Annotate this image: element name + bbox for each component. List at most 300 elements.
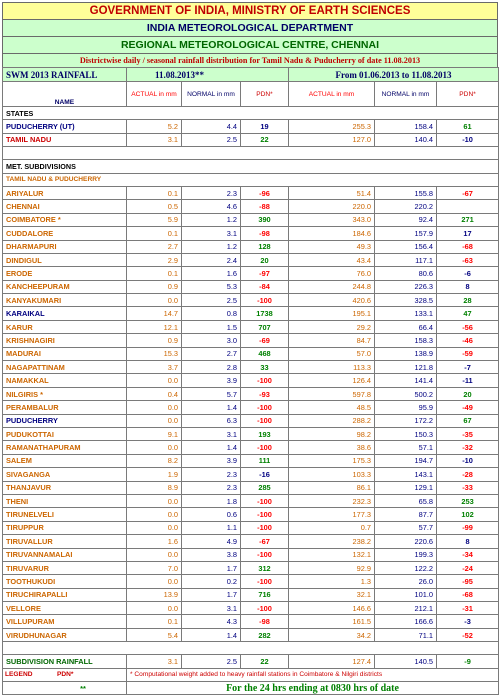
table-row xyxy=(3,186,499,199)
cell-normal-seasonal: 65.8 xyxy=(375,494,437,507)
cell-actual-seasonal: 175.3 xyxy=(289,454,375,467)
cell-pdn-seasonal: -49 xyxy=(437,401,499,414)
cell-name: VIRUDHUNAGAR xyxy=(3,628,127,641)
cell-actual-seasonal: 0.7 xyxy=(289,521,375,534)
table-row xyxy=(3,508,499,521)
cell-normal: 2.3 xyxy=(182,481,241,494)
cell-actual: 9.1 xyxy=(127,427,182,440)
cell-normal: 1.4 xyxy=(182,401,241,414)
cell-pdn: 22 xyxy=(241,133,289,146)
cell-name: TOOTHUKUDI xyxy=(3,575,127,588)
table-row xyxy=(3,401,499,414)
cell-normal: 4.6 xyxy=(182,200,241,213)
cell-actual: 8.9 xyxy=(127,481,182,494)
subdivision-total-pdn: 22 xyxy=(241,655,289,668)
cell-normal: 3.8 xyxy=(182,548,241,561)
table-row xyxy=(3,133,499,146)
cell-pdn-seasonal: -7 xyxy=(437,361,499,374)
column-header-row xyxy=(3,82,499,107)
cell-normal-seasonal: 158.4 xyxy=(375,120,437,133)
cell-name: ERODE xyxy=(3,267,127,280)
cell-name: TIRUPPUR xyxy=(3,521,127,534)
cell-actual-seasonal: 113.3 xyxy=(289,361,375,374)
cell-actual: 7.0 xyxy=(127,561,182,574)
cell-name: SIVAGANGA xyxy=(3,468,127,481)
cell-name: VELLORE xyxy=(3,602,127,615)
cell-normal-seasonal: 121.8 xyxy=(375,361,437,374)
table-row xyxy=(3,414,499,427)
cell-normal-seasonal: 26.0 xyxy=(375,575,437,588)
cell-name: PUDUKOTTAI xyxy=(3,427,127,440)
cell-pdn: 1738 xyxy=(241,307,289,320)
table-row xyxy=(3,561,499,574)
ministry-title: GOVERNMENT OF INDIA, MINISTRY OF EARTH SCIENCES xyxy=(2,2,498,19)
cell-name: MADURAI xyxy=(3,347,127,360)
cell-normal: 2.5 xyxy=(182,133,241,146)
cell-pdn: 19 xyxy=(241,120,289,133)
cell-normal-seasonal: 80.6 xyxy=(375,267,437,280)
cell-actual: 5.9 xyxy=(127,213,182,226)
cell-actual: 1.6 xyxy=(127,535,182,548)
cell-normal: 2.4 xyxy=(182,253,241,266)
cell-pdn: -98 xyxy=(241,227,289,240)
cell-name: CUDDALORE xyxy=(3,227,127,240)
cell-normal-seasonal: 150.3 xyxy=(375,427,437,440)
table-row xyxy=(3,548,499,561)
cell-pdn-seasonal: -68 xyxy=(437,240,499,253)
col-actual-daily: ACTUAL in mm xyxy=(127,82,182,107)
subdivision-total-row xyxy=(3,655,499,668)
cell-pdn: 312 xyxy=(241,561,289,574)
table-row xyxy=(3,240,499,253)
footer-note: For the 24 hrs ending at 0830 hrs of date xyxy=(127,682,499,695)
cell-normal: 0.2 xyxy=(182,575,241,588)
cell-normal: 5.7 xyxy=(182,387,241,400)
cell-actual-seasonal: 32.1 xyxy=(289,588,375,601)
cell-actual-seasonal: 43.4 xyxy=(289,253,375,266)
cell-normal: 3.1 xyxy=(182,227,241,240)
cell-normal: 1.6 xyxy=(182,267,241,280)
legend-row xyxy=(3,668,499,681)
cell-pdn: 193 xyxy=(241,427,289,440)
cell-pdn: 707 xyxy=(241,320,289,333)
cell-pdn-seasonal: -32 xyxy=(437,441,499,454)
cell-pdn: 716 xyxy=(241,588,289,601)
cell-actual: 3.7 xyxy=(127,361,182,374)
cell-pdn-seasonal: -67 xyxy=(437,186,499,199)
cell-normal-seasonal: 57.7 xyxy=(375,521,437,534)
cell-name: COIMBATORE * xyxy=(3,213,127,226)
cell-normal-seasonal: 122.2 xyxy=(375,561,437,574)
col-normal-daily: NORMAL in mm xyxy=(182,82,241,107)
cell-normal-seasonal: 117.1 xyxy=(375,253,437,266)
cell-normal-seasonal: 141.4 xyxy=(375,374,437,387)
cell-pdn-seasonal: 253 xyxy=(437,494,499,507)
cell-normal-seasonal: 140.4 xyxy=(375,133,437,146)
cell-actual-seasonal: 126.4 xyxy=(289,374,375,387)
cell-normal-seasonal: 66.4 xyxy=(375,320,437,333)
cell-normal: 0.6 xyxy=(182,508,241,521)
cell-actual: 0.5 xyxy=(127,200,182,213)
cell-actual: 0.0 xyxy=(127,521,182,534)
cell-normal-seasonal: 156.4 xyxy=(375,240,437,253)
cell-normal: 2.3 xyxy=(182,468,241,481)
cell-actual: 0.1 xyxy=(127,227,182,240)
cell-name: KARUR xyxy=(3,320,127,333)
cell-pdn-seasonal: -24 xyxy=(437,561,499,574)
cell-actual-seasonal: 220.0 xyxy=(289,200,375,213)
cell-name: THANJAVUR xyxy=(3,481,127,494)
cell-pdn: 390 xyxy=(241,213,289,226)
cell-actual-seasonal: 1.3 xyxy=(289,575,375,588)
period-row xyxy=(3,68,499,82)
cell-normal-seasonal: 71.1 xyxy=(375,628,437,641)
cell-normal: 3.9 xyxy=(182,374,241,387)
cell-actual-seasonal: 184.6 xyxy=(289,227,375,240)
table-row xyxy=(3,454,499,467)
table-row xyxy=(3,481,499,494)
cell-pdn-seasonal xyxy=(437,200,499,213)
cell-actual: 1.9 xyxy=(127,468,182,481)
cell-normal-seasonal: 101.0 xyxy=(375,588,437,601)
cell-actual: 0.0 xyxy=(127,602,182,615)
cell-pdn: -96 xyxy=(241,186,289,199)
table-row xyxy=(3,213,499,226)
cell-normal-seasonal: 87.7 xyxy=(375,508,437,521)
cell-name: VILLUPURAM xyxy=(3,615,127,628)
department-title: INDIA METEOROLOGICAL DEPARTMENT xyxy=(2,19,498,36)
cell-actual-seasonal: 48.5 xyxy=(289,401,375,414)
cell-pdn-seasonal: -33 xyxy=(437,481,499,494)
cell-normal-seasonal: 143.1 xyxy=(375,468,437,481)
cell-actual-seasonal: 161.5 xyxy=(289,615,375,628)
cell-normal-seasonal: 226.3 xyxy=(375,280,437,293)
cell-actual: 3.1 xyxy=(127,133,182,146)
cell-pdn-seasonal: 102 xyxy=(437,508,499,521)
cell-actual-seasonal: 597.8 xyxy=(289,387,375,400)
cell-pdn: -100 xyxy=(241,494,289,507)
cell-normal-seasonal: 194.7 xyxy=(375,454,437,467)
cell-actual-seasonal: 127.0 xyxy=(289,133,375,146)
cell-name: TIRUCHIRAPALLI xyxy=(3,588,127,601)
cell-name: TAMIL NADU xyxy=(3,133,127,146)
table-row xyxy=(3,602,499,615)
cell-pdn: -100 xyxy=(241,575,289,588)
cell-actual: 2.9 xyxy=(127,253,182,266)
cell-name: PUDUCHERRY (UT) xyxy=(3,120,127,133)
cell-actual: 0.0 xyxy=(127,401,182,414)
col-pdn-seasonal: PDN* xyxy=(437,82,499,107)
table-row xyxy=(3,347,499,360)
cell-actual-seasonal: 132.1 xyxy=(289,548,375,561)
legend-label xyxy=(3,668,127,681)
cell-actual-seasonal: 57.0 xyxy=(289,347,375,360)
cell-normal-seasonal: 220.6 xyxy=(375,535,437,548)
cell-name: TIRUVANNAMALAI xyxy=(3,548,127,561)
cell-name: NAGAPATTINAM xyxy=(3,361,127,374)
cell-actual-seasonal: 29.2 xyxy=(289,320,375,333)
cell-name: TIRUNELVELI xyxy=(3,508,127,521)
footer-stars: ** xyxy=(3,682,127,695)
seasonal-range-label: From 01.06.2013 to 11.08.2013 xyxy=(289,68,499,82)
col-normal-seasonal: NORMAL in mm xyxy=(375,82,437,107)
table-row xyxy=(3,494,499,507)
cell-normal-seasonal: 328.5 xyxy=(375,294,437,307)
subdivision-total-name: SUBDIVISION RAINFALL xyxy=(3,655,127,668)
cell-normal-seasonal: 133.1 xyxy=(375,307,437,320)
cell-pdn-seasonal: -11 xyxy=(437,374,499,387)
table-row xyxy=(3,361,499,374)
cell-normal: 1.7 xyxy=(182,561,241,574)
table-row xyxy=(3,253,499,266)
cell-pdn: -16 xyxy=(241,468,289,481)
cell-normal: 2.3 xyxy=(182,186,241,199)
rainfall-table xyxy=(2,67,499,695)
cell-actual: 15.3 xyxy=(127,347,182,360)
daily-date-label: 11.08.2013** xyxy=(127,68,289,82)
cell-pdn-seasonal: -52 xyxy=(437,628,499,641)
cell-actual: 5.4 xyxy=(127,628,182,641)
table-row xyxy=(3,374,499,387)
states-section-row xyxy=(3,107,499,120)
cell-actual: 0.0 xyxy=(127,294,182,307)
cell-pdn-seasonal: -6 xyxy=(437,267,499,280)
table-row xyxy=(3,200,499,213)
cell-pdn: 128 xyxy=(241,240,289,253)
table-row xyxy=(3,468,499,481)
cell-pdn: 282 xyxy=(241,628,289,641)
cell-pdn: -88 xyxy=(241,200,289,213)
table-row xyxy=(3,227,499,240)
cell-pdn-seasonal: -59 xyxy=(437,347,499,360)
cell-actual-seasonal: 244.8 xyxy=(289,280,375,293)
met-subdivision-section-row xyxy=(3,160,499,173)
cell-normal-seasonal: 95.9 xyxy=(375,401,437,414)
subdivision-total-normal2: 140.5 xyxy=(375,655,437,668)
cell-actual-seasonal: 86.1 xyxy=(289,481,375,494)
cell-actual-seasonal: 232.3 xyxy=(289,494,375,507)
cell-normal-seasonal: 220.2 xyxy=(375,200,437,213)
cell-actual: 0.0 xyxy=(127,441,182,454)
cell-actual: 8.2 xyxy=(127,454,182,467)
cell-normal: 2.5 xyxy=(182,294,241,307)
states-section-label: STATES xyxy=(3,107,499,120)
table-row xyxy=(3,120,499,133)
cell-pdn: -100 xyxy=(241,441,289,454)
cell-name: KANCHEEPURAM xyxy=(3,280,127,293)
cell-pdn: 468 xyxy=(241,347,289,360)
cell-actual-seasonal: 103.3 xyxy=(289,468,375,481)
cell-actual: 12.1 xyxy=(127,320,182,333)
cell-pdn-seasonal: 271 xyxy=(437,213,499,226)
subdivision-total-actual2: 127.4 xyxy=(289,655,375,668)
cell-pdn: -84 xyxy=(241,280,289,293)
centre-title: REGIONAL METEOROLOGICAL CENTRE, CHENNAI xyxy=(2,36,498,53)
cell-actual: 0.0 xyxy=(127,414,182,427)
cell-actual: 5.2 xyxy=(127,120,182,133)
spacer-row xyxy=(3,642,499,655)
report-description: Districtwise daily / seasonal rainfall distribution for Tamil Nadu & Puducherry of date 11.08.2013 xyxy=(2,53,498,67)
table-row xyxy=(3,334,499,347)
cell-actual: 0.0 xyxy=(127,575,182,588)
cell-normal-seasonal: 500.2 xyxy=(375,387,437,400)
cell-actual-seasonal: 49.3 xyxy=(289,240,375,253)
table-row xyxy=(3,521,499,534)
cell-pdn-seasonal: -34 xyxy=(437,548,499,561)
cell-pdn: -100 xyxy=(241,401,289,414)
cell-actual: 0.0 xyxy=(127,494,182,507)
cell-pdn-seasonal: -56 xyxy=(437,320,499,333)
cell-actual: 0.0 xyxy=(127,374,182,387)
cell-actual: 13.9 xyxy=(127,588,182,601)
cell-normal: 6.3 xyxy=(182,414,241,427)
cell-pdn: -100 xyxy=(241,374,289,387)
cell-actual: 0.1 xyxy=(127,186,182,199)
cell-actual: 0.1 xyxy=(127,267,182,280)
cell-actual-seasonal: 98.2 xyxy=(289,427,375,440)
cell-pdn-seasonal: 67 xyxy=(437,414,499,427)
cell-pdn: 285 xyxy=(241,481,289,494)
cell-normal: 0.8 xyxy=(182,307,241,320)
cell-name: RAMANATHAPURAM xyxy=(3,441,127,454)
cell-actual-seasonal: 92.9 xyxy=(289,561,375,574)
cell-normal-seasonal: 166.6 xyxy=(375,615,437,628)
table-row xyxy=(3,615,499,628)
season-label: SWM 2013 RAINFALL xyxy=(3,68,127,82)
legend-note: * Computational weight added to heavy rainfall stations in Coimbatore & Nilgiri districts xyxy=(127,668,499,681)
footer-row xyxy=(3,682,499,695)
cell-pdn-seasonal: 20 xyxy=(437,387,499,400)
cell-pdn-seasonal: -99 xyxy=(437,521,499,534)
cell-actual: 14.7 xyxy=(127,307,182,320)
cell-name: DHARMAPURI xyxy=(3,240,127,253)
cell-name: CHENNAI xyxy=(3,200,127,213)
cell-name: PERAMBALUR xyxy=(3,401,127,414)
cell-normal: 1.8 xyxy=(182,494,241,507)
cell-actual-seasonal: 76.0 xyxy=(289,267,375,280)
cell-normal-seasonal: 155.8 xyxy=(375,186,437,199)
cell-normal-seasonal: 212.1 xyxy=(375,602,437,615)
cell-pdn-seasonal: -95 xyxy=(437,575,499,588)
cell-normal: 1.7 xyxy=(182,588,241,601)
cell-normal: 1.2 xyxy=(182,213,241,226)
cell-pdn: -100 xyxy=(241,414,289,427)
cell-actual: 0.9 xyxy=(127,334,182,347)
subdivision-name-row xyxy=(3,173,499,186)
cell-name: TIRUVARUR xyxy=(3,561,127,574)
cell-normal-seasonal: 157.9 xyxy=(375,227,437,240)
table-row xyxy=(3,441,499,454)
legend-pdn: PDN* xyxy=(57,671,74,679)
met-subdivision-label: MET. SUBDIVISIONS xyxy=(3,160,499,173)
cell-normal: 3.1 xyxy=(182,602,241,615)
cell-normal: 2.8 xyxy=(182,361,241,374)
cell-actual: 2.7 xyxy=(127,240,182,253)
cell-actual-seasonal: 51.4 xyxy=(289,186,375,199)
table-row xyxy=(3,575,499,588)
cell-normal-seasonal: 158.3 xyxy=(375,334,437,347)
table-row xyxy=(3,320,499,333)
cell-normal: 4.9 xyxy=(182,535,241,548)
cell-pdn: -98 xyxy=(241,615,289,628)
cell-actual: 0.0 xyxy=(127,508,182,521)
cell-pdn-seasonal: 47 xyxy=(437,307,499,320)
cell-pdn: 111 xyxy=(241,454,289,467)
cell-pdn-seasonal: -28 xyxy=(437,468,499,481)
rainfall-report-sheet xyxy=(2,2,498,694)
table-row xyxy=(3,628,499,641)
cell-normal: 5.3 xyxy=(182,280,241,293)
cell-pdn-seasonal: 28 xyxy=(437,294,499,307)
cell-normal-seasonal: 172.2 xyxy=(375,414,437,427)
subdivision-total-normal: 2.5 xyxy=(182,655,241,668)
cell-normal-seasonal: 129.1 xyxy=(375,481,437,494)
table-row xyxy=(3,307,499,320)
cell-normal: 1.4 xyxy=(182,628,241,641)
cell-pdn: -67 xyxy=(241,535,289,548)
cell-actual-seasonal: 343.0 xyxy=(289,213,375,226)
col-name: NAME xyxy=(3,82,127,107)
cell-pdn-seasonal: -68 xyxy=(437,588,499,601)
cell-actual: 0.0 xyxy=(127,548,182,561)
cell-name: THENI xyxy=(3,494,127,507)
cell-normal: 2.7 xyxy=(182,347,241,360)
cell-pdn-seasonal: 17 xyxy=(437,227,499,240)
spacer-row xyxy=(3,147,499,160)
cell-normal: 3.0 xyxy=(182,334,241,347)
cell-actual: 0.4 xyxy=(127,387,182,400)
cell-normal: 1.1 xyxy=(182,521,241,534)
cell-pdn-seasonal: -46 xyxy=(437,334,499,347)
cell-normal: 1.2 xyxy=(182,240,241,253)
table-row xyxy=(3,280,499,293)
cell-normal: 3.1 xyxy=(182,427,241,440)
cell-actual-seasonal: 255.3 xyxy=(289,120,375,133)
cell-pdn: -100 xyxy=(241,521,289,534)
cell-name: TIRUVALLUR xyxy=(3,535,127,548)
cell-pdn-seasonal: -35 xyxy=(437,427,499,440)
cell-pdn: -97 xyxy=(241,267,289,280)
cell-actual-seasonal: 84.7 xyxy=(289,334,375,347)
cell-actual-seasonal: 195.1 xyxy=(289,307,375,320)
cell-name: NILGIRIS * xyxy=(3,387,127,400)
cell-actual-seasonal: 238.2 xyxy=(289,535,375,548)
table-row xyxy=(3,294,499,307)
cell-pdn: -100 xyxy=(241,548,289,561)
cell-pdn: -100 xyxy=(241,294,289,307)
cell-pdn-seasonal: -63 xyxy=(437,253,499,266)
cell-pdn-seasonal: 8 xyxy=(437,280,499,293)
subdivision-name: TAMIL NADU & PUDUCHERRY xyxy=(3,173,499,186)
legend-word: LEGEND xyxy=(5,671,33,679)
table-row xyxy=(3,387,499,400)
cell-name: KANYAKUMARI xyxy=(3,294,127,307)
cell-normal-seasonal: 57.1 xyxy=(375,441,437,454)
cell-pdn: -69 xyxy=(241,334,289,347)
cell-pdn: 20 xyxy=(241,253,289,266)
cell-name: KRISHNAGIRI xyxy=(3,334,127,347)
cell-pdn-seasonal: 8 xyxy=(437,535,499,548)
cell-actual-seasonal: 177.3 xyxy=(289,508,375,521)
table-row xyxy=(3,427,499,440)
cell-normal-seasonal: 92.4 xyxy=(375,213,437,226)
cell-pdn: -93 xyxy=(241,387,289,400)
cell-name: SALEM xyxy=(3,454,127,467)
cell-actual: 0.9 xyxy=(127,280,182,293)
cell-name: NAMAKKAL xyxy=(3,374,127,387)
cell-pdn-seasonal: -10 xyxy=(437,454,499,467)
rainfall-table-body xyxy=(3,68,499,695)
